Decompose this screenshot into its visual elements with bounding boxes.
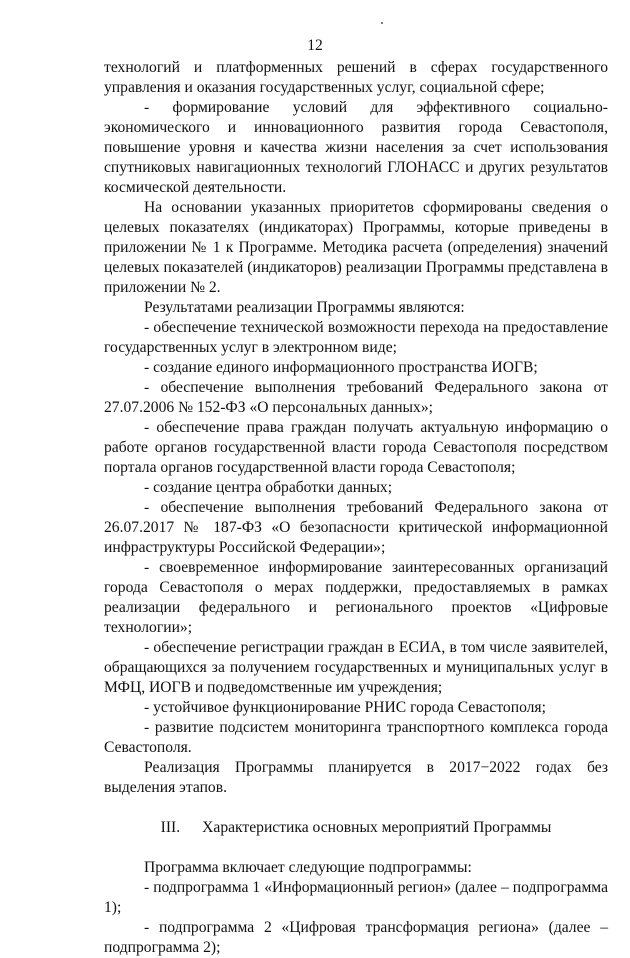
list-item: - создание единого информационного пространства ИОГВ; [144, 359, 538, 376]
section-title: Характеристика основных мероприятий Программы [202, 819, 552, 836]
list-item: - подпрограмма 1 «Информационный регион» (далее – подпрограмма 1); [104, 879, 608, 916]
paragraph: технологий и платформенных решений в сферах государственного управления и оказания государственных услуг, социальной сфере; [104, 59, 608, 96]
list-item: - формирование условий для эффективного социально-экономического и инновационного развития города Севастополя, повышение уровня и качества жизни населения за счет использования спутниковых навигационных технологий ГЛОНАСС и других результатов космической деятельности. [104, 99, 608, 196]
list-item: - устойчивое функционирование РНИС города Севастополя; [144, 699, 546, 716]
list-item: - создание центра обработки данных; [144, 479, 393, 496]
section-number: III. [160, 819, 181, 836]
list-item: - обеспечение технической возможности перехода на предоставление государственных услуг в электронном виде; [104, 319, 608, 356]
page-number: 12 [307, 37, 323, 54]
paragraph: Программа включает следующие подпрограммы: [144, 859, 472, 876]
paragraph: Реализация Программы планируется в 2017−2022 годах без выделения этапов. [104, 759, 608, 796]
list-item: - подпрограмма 2 «Цифровая трансформация региона» (далее – подпрограмма 2); [104, 919, 608, 956]
list-item: - своевременное информирование заинтересованных организаций города Севастополя о мерах поддержки, предоставляемых в рамках реализации федерального и регионального проектов «Цифровые технологии»; [104, 559, 608, 636]
list-item: - обеспечение выполнения требований Федерального закона от 27.07.2006 № 152-ФЗ «О персональных данных»; [104, 379, 608, 416]
document-body [104, 58, 608, 958]
scan-speck [381, 22, 383, 24]
list-item: - обеспечение регистрации граждан в ЕСИА, в том числе заявителей, обращающихся за получением государственных и муниципальных услуг в МФЦ, ИОГВ и подведомственные им учреждения; [104, 639, 608, 696]
list-item: - обеспечение выполнения требований Федерального закона от 26.07.2017 № 187-ФЗ «О безопасности критической информационной инфраструктуры Российской Федерации»; [104, 499, 608, 556]
section-heading [104, 818, 608, 838]
paragraph: На основании указанных приоритетов сформированы сведения о целевых показателях (индикаторах) Программы, которые приведены в приложении № 1 к Программе. Методика расчета (определения) значений целевых показателей (индикаторов) реализации Программы представлена в приложении № 2. [104, 199, 608, 296]
paragraph: Результатами реализации Программы являются: [144, 299, 465, 316]
list-item: - развитие подсистем мониторинга транспортного комплекса города Севастополя. [104, 719, 608, 756]
list-item: - обеспечение права граждан получать актуальную информацию о работе органов государственной власти города Севастополя посредством портала органов государственной власти города Севастополя; [104, 419, 608, 476]
